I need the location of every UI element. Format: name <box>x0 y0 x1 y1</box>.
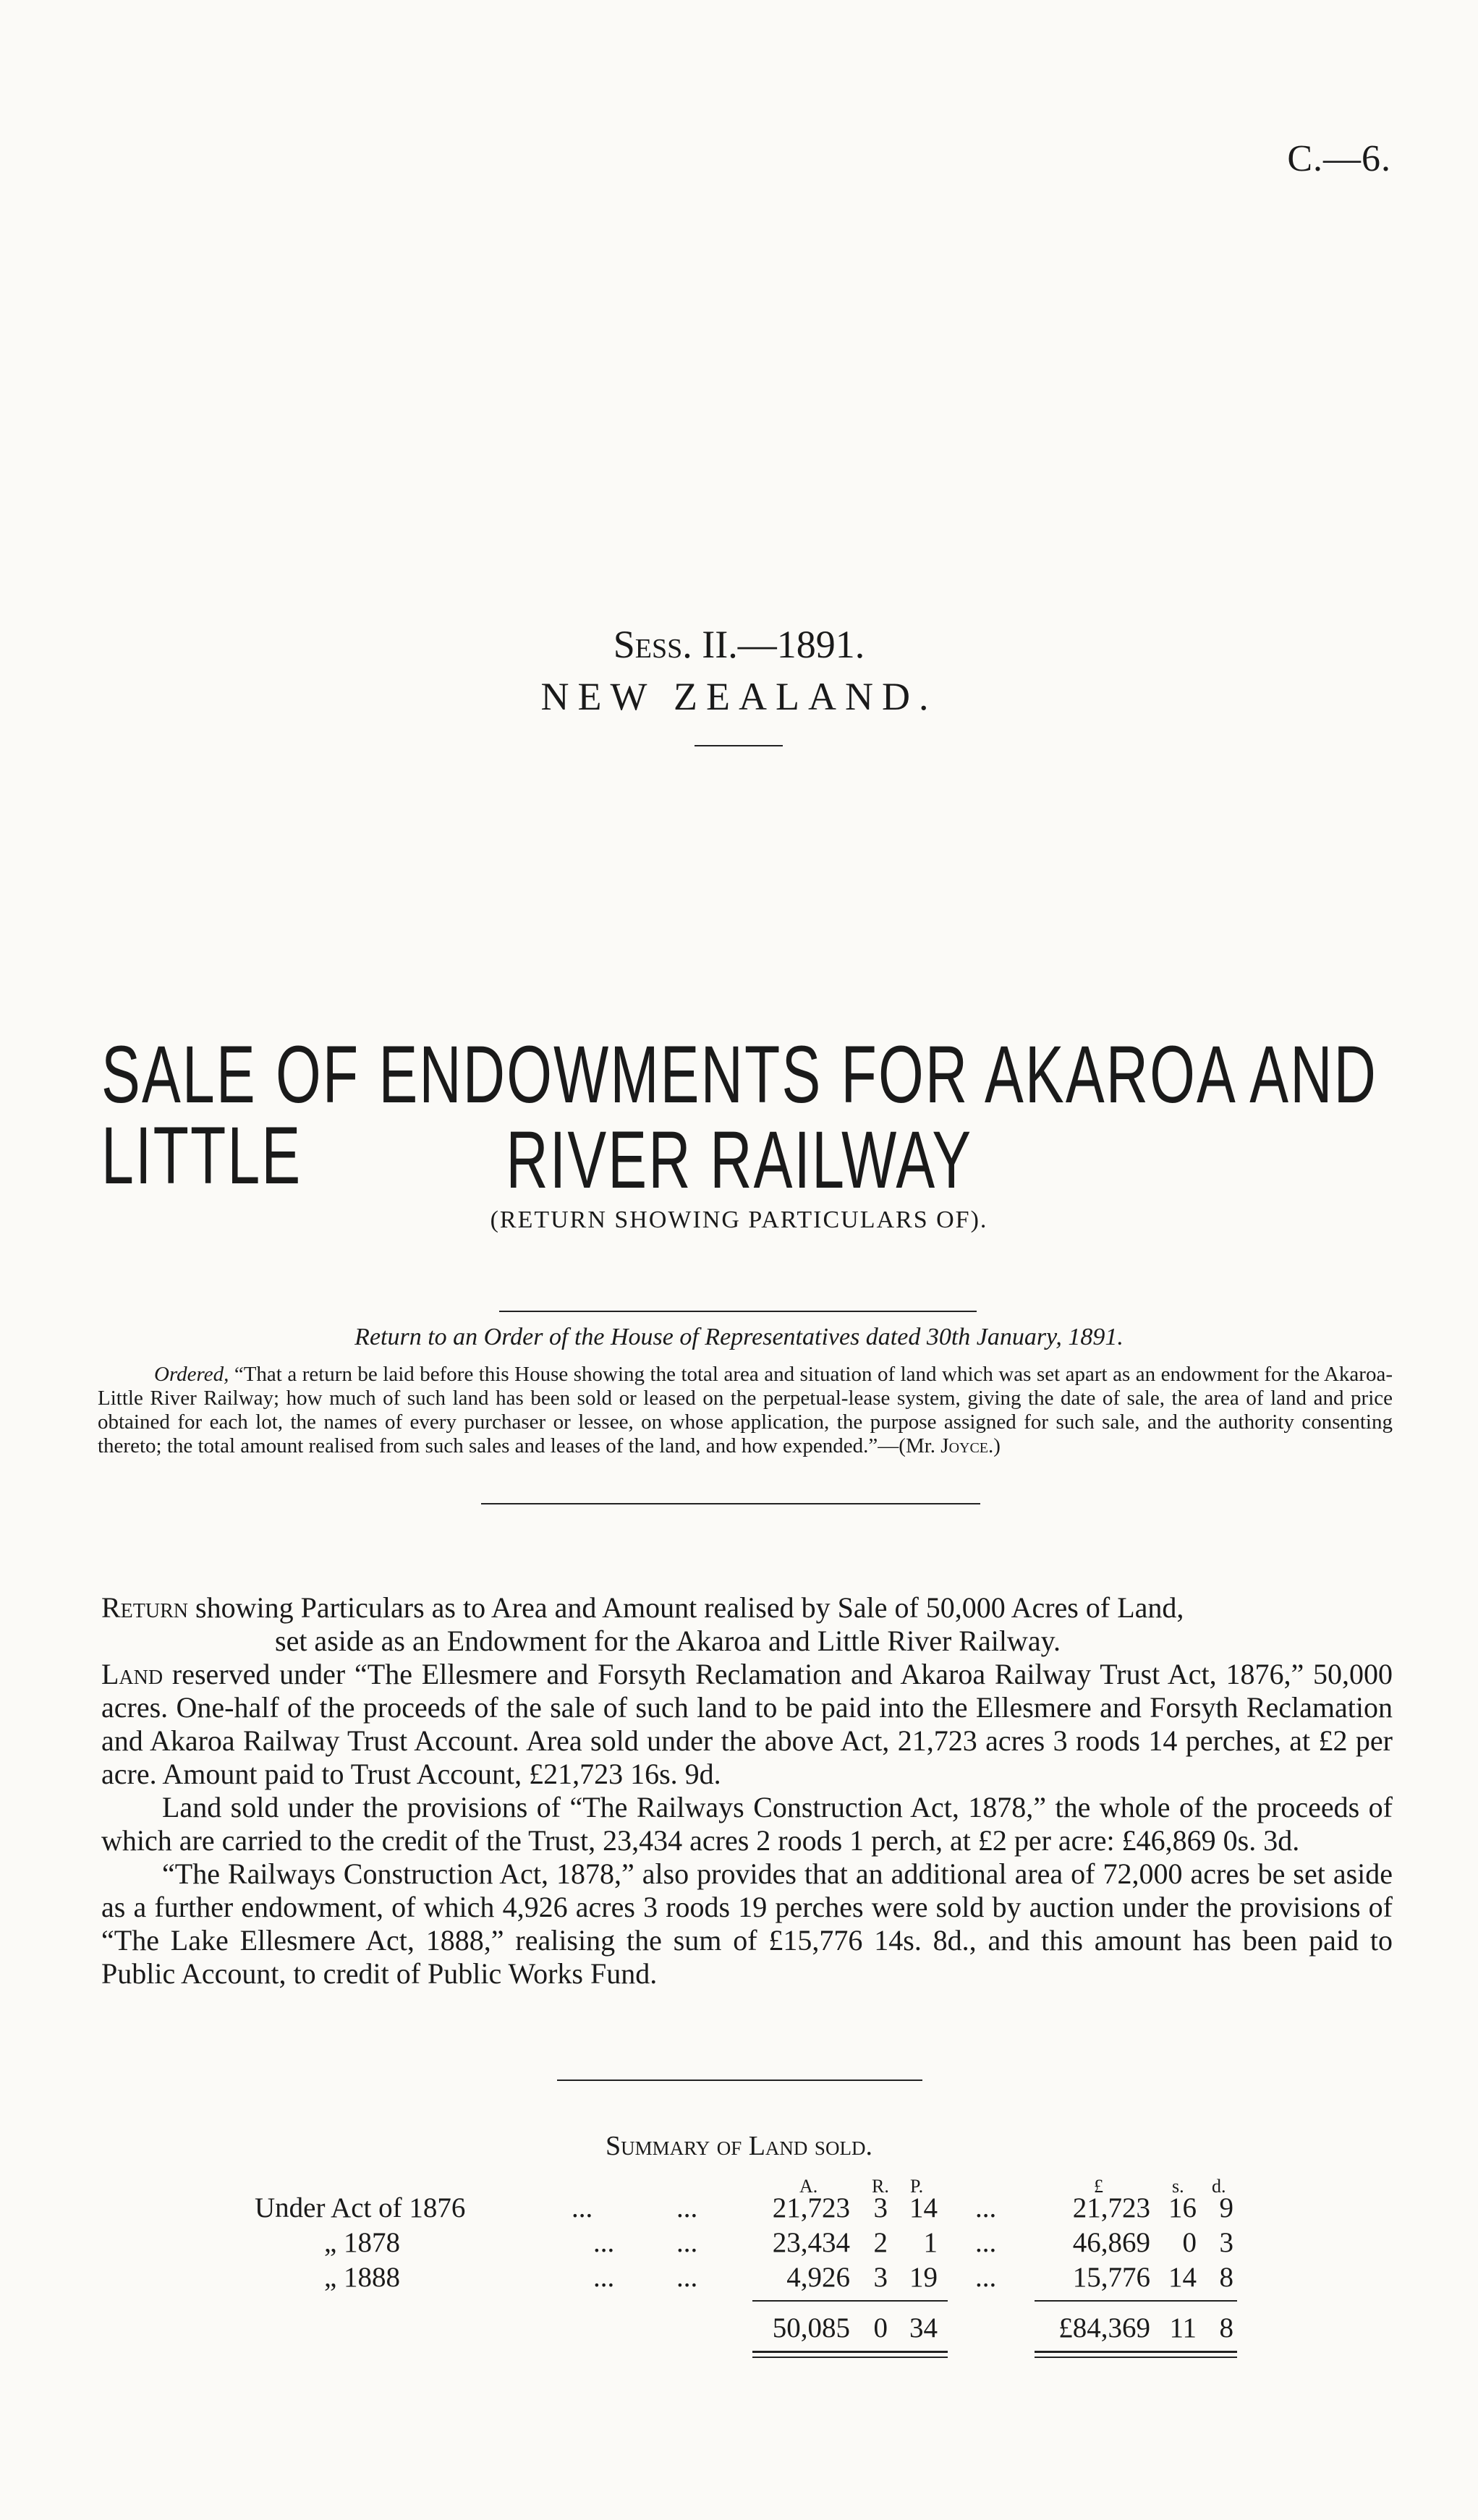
unit-acres: A. <box>799 2176 818 2197</box>
row-1-dots: ... <box>572 2192 593 2223</box>
row-1-dots: ... <box>676 2192 698 2223</box>
paper-code: C.—6. <box>1287 138 1391 179</box>
total-acres: 50,085 <box>772 2312 850 2344</box>
row-3-dots: ... <box>676 2262 698 2293</box>
row-1-dots: ... <box>975 2192 997 2223</box>
row-1-label: Under Act of 1876 <box>255 2192 466 2223</box>
row-2-roods: 2 <box>873 2227 888 2258</box>
divider-rule <box>695 745 783 746</box>
row-2-perches: 1 <box>923 2227 938 2258</box>
unit-roods: R. <box>872 2176 889 2197</box>
return-heading-line-2: set aside as an Endowment for the Akaroa and Little River Railway. <box>275 1625 1061 1657</box>
row-1-shillings: 16 <box>1168 2192 1197 2223</box>
divider-rule <box>499 1311 977 1312</box>
order-text <box>98 1363 1393 1458</box>
row-3-pounds: 15,776 <box>1072 2262 1150 2293</box>
order-close: .) <box>988 1434 1001 1457</box>
total-double-rule <box>752 2357 948 2358</box>
return-heading-line-1 <box>101 1591 1393 1625</box>
unit-pounds: £ <box>1094 2176 1103 2197</box>
subtotal-rule <box>752 2300 948 2302</box>
row-2-dots: ... <box>593 2227 615 2258</box>
row-3-label: „ 1888 <box>324 2262 401 2293</box>
unit-pence: d. <box>1212 2176 1226 2197</box>
session-prefix: Sess. <box>613 623 692 666</box>
order-heading: Return to an Order of the House of Representatives dated 30th January, 1891. <box>354 1324 1124 1350</box>
unit-perches: P. <box>910 2176 924 2197</box>
row-3-perches: 19 <box>909 2262 938 2293</box>
paragraph-3: “The Railways Construction Act, 1878,” also provides that an additional area of 72,000 acres be set aside as a further endowment, of which 4,926 acres 3 roods 19 perches were sold by auction under the provisions of “The Lake Ellesmere Act, 1888,” realising the sum of £15,776 14s. 8d., and this amount has been paid to Public Account, to credit of Public Works Fund. <box>101 1857 1393 1990</box>
paragraph-1 <box>101 1658 1393 1791</box>
row-3-shillings: 14 <box>1168 2262 1197 2293</box>
row-2-dots: ... <box>676 2227 698 2258</box>
paragraph-2: Land sold under the provisions of “The Railways Construction Act, 1878,” the whole of the proceeds of which are carried to the credit of the Trust, 23,434 acres 2 roods 1 perch, at £2 per acre: £46,869 0s. 3d. <box>101 1791 1393 1857</box>
summary-heading <box>0 2130 1478 2162</box>
row-2-pence: 3 <box>1219 2227 1233 2258</box>
row-2-label: „ 1878 <box>324 2227 401 2258</box>
divider-rule <box>481 1503 980 1504</box>
total-shillings: 11 <box>1169 2312 1197 2344</box>
total-double-rule <box>1035 2357 1237 2358</box>
unit-shillings: s. <box>1172 2176 1184 2197</box>
session-rest: II.—1891. <box>692 623 865 666</box>
divider-rule <box>557 2080 922 2081</box>
paragraph-1-lead: Land <box>101 1658 163 1690</box>
row-1-pence: 9 <box>1219 2192 1233 2223</box>
document-title-line-1: SALE OF ENDOWMENTS FOR AKAROA AND LITTLE <box>101 1029 1378 1201</box>
total-roods: 0 <box>873 2312 888 2344</box>
row-1-pounds: 21,723 <box>1072 2192 1150 2223</box>
row-2-dots: ... <box>975 2227 997 2258</box>
row-3-acres: 4,926 <box>786 2262 850 2293</box>
return-heading-text: showing Particulars as to Area and Amount realised by Sale of 50,000 Acres of Land, <box>188 1591 1184 1624</box>
order-member: Joyce <box>940 1434 989 1457</box>
row-2-acres: 23,434 <box>772 2227 850 2258</box>
row-2-pounds: 46,869 <box>1072 2227 1150 2258</box>
row-1-acres: 21,723 <box>772 2192 850 2223</box>
total-double-rule <box>752 2351 948 2353</box>
row-3-roods: 3 <box>873 2262 888 2293</box>
row-3-dots: ... <box>975 2262 997 2293</box>
total-perches: 34 <box>909 2312 938 2344</box>
total-pounds: £84,369 <box>1058 2312 1150 2344</box>
subtotal-rule <box>1035 2300 1237 2302</box>
paragraph-1-text: reserved under “The Ellesmere and Forsyth Reclamation and Akaroa Railway Trust Act, 1876,” 50,000 acres. One-half of the proceeds of the sale of such land to be paid into the Ellesmere and Forsyth Reclamation and Akaroa Railway Trust Account. Area sold under the above Act, 21,723 acres 3 roods 14 perches, at £2 per acre. Amount paid to Trust Account, £21,723 16s. 9d. <box>101 1658 1393 1790</box>
return-lead: Return <box>101 1591 189 1624</box>
order-lead: Ordered, <box>154 1363 229 1386</box>
document-subtitle: (RETURN SHOWING PARTICULARS OF). <box>490 1206 988 1233</box>
row-3-pence: 8 <box>1219 2262 1233 2293</box>
session-line <box>0 622 1478 667</box>
return-body <box>101 1591 1393 1991</box>
row-3-dots: ... <box>593 2262 615 2293</box>
total-double-rule <box>1035 2351 1237 2353</box>
total-pence: 8 <box>1219 2312 1233 2344</box>
country-heading: NEW ZEALAND. <box>540 675 938 718</box>
row-1-perches: 14 <box>909 2192 938 2223</box>
order-body-text: “That a return be laid before this House showing the total area and situation of land which was set apart as an endowment for the Akaroa-Little River Railway; how much of such land has been sold or leased on the perpetual-lease system, giving the date of sale, the area of land and price obtained for each lot, the names of every purchaser or lessee, on whose application, the purpose assigned for such sale, and the authority consenting thereto; the total amount realised from such sales and leases of the land, and how expended.”—(Mr. <box>98 1363 1393 1457</box>
summary-heading-text: Summary of Land sold. <box>606 2131 872 2161</box>
row-2-shillings: 0 <box>1182 2227 1197 2258</box>
title-line-2-text: RIVER RAILWAY <box>506 1115 972 1205</box>
row-1-roods: 3 <box>873 2192 888 2223</box>
